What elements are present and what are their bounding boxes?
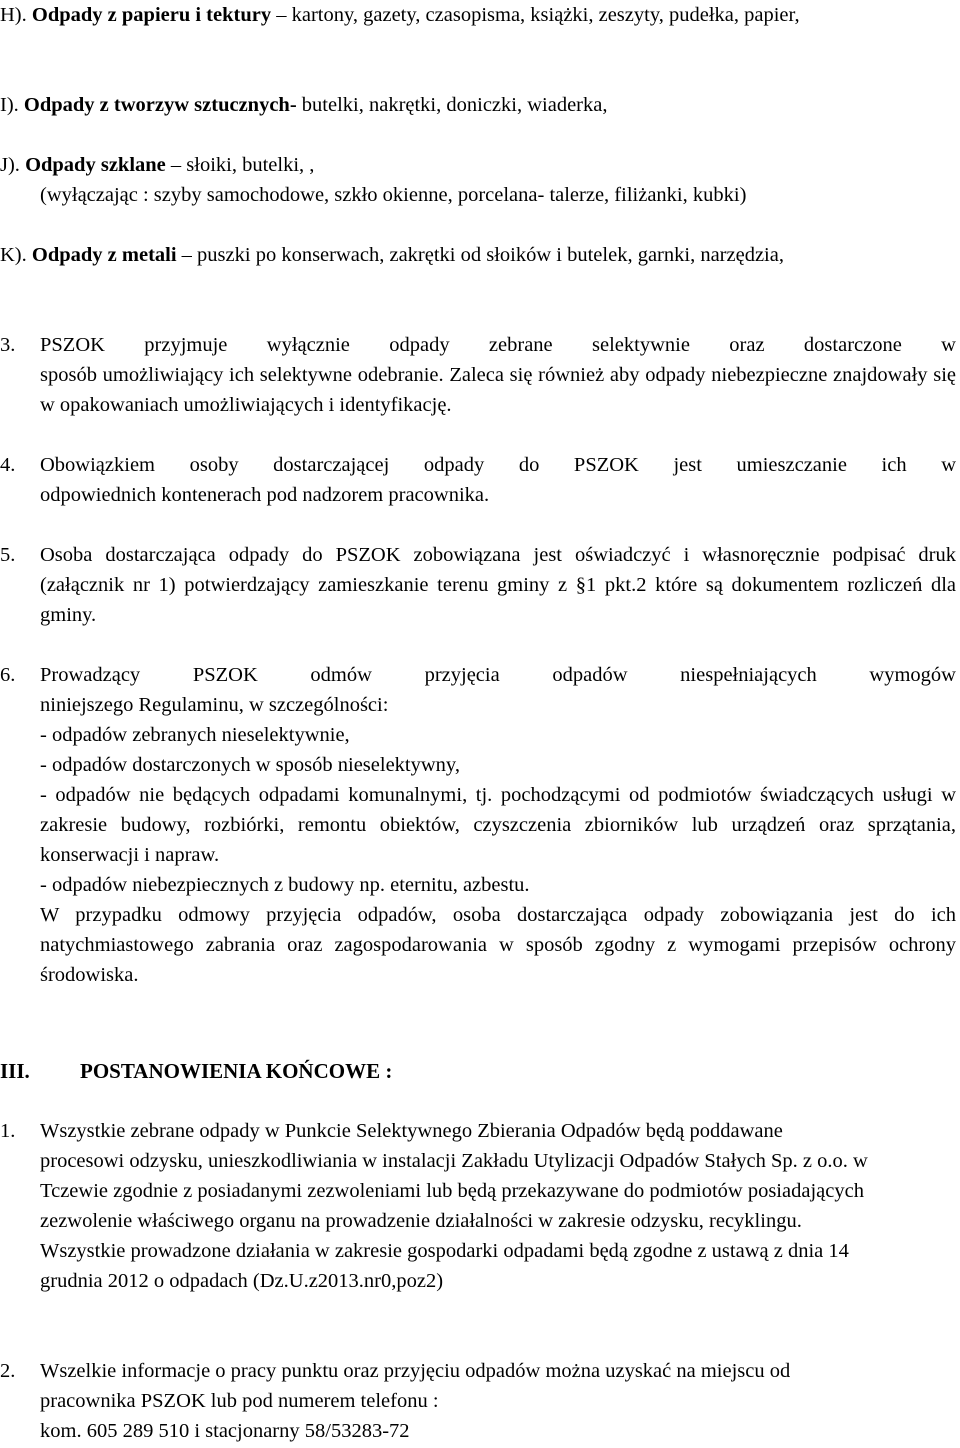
point-3-line1: PSZOK przyjmuje wyłącznie odpady zebrane selektywnie oraz dostarczone w <box>40 334 956 356</box>
section-title: POSTANOWIENIA KOŃCOWE : <box>80 1059 393 1083</box>
item-h-title: Odpady z papieru i tektury <box>31 4 272 26</box>
item-j-title: Odpady szklane <box>25 154 166 176</box>
point-4-rest: odpowiednich kontenerach pod nadzorem pracownika. <box>40 484 490 506</box>
point-6-bullet: - odpadów niebezpiecznych z budowy np. eternitu, azbestu. <box>40 874 530 896</box>
item-h <box>0 0 956 30</box>
point-6-bullet: - odpadów zebranych nieselektywnie, <box>40 724 350 746</box>
point-4: 4. Obowiązkiem osoby dostarczającej odpady do PSZOK jest umieszczanie ich w odpowiednich kontenerach pod nadzorem pracownika. <box>40 450 956 510</box>
point-3-rest: sposób umożliwiający ich selektywne odebranie. Zaleca się również aby odpady niebezpieczne znajdowały się w opakowaniach umożliwiających i identyfikację. <box>40 364 956 416</box>
point-6-bullet: - odpadów dostarczonych w sposób nieselektywny, <box>40 754 460 776</box>
item-k-title: Odpady z metali <box>31 244 177 266</box>
point-5: 5. Osoba dostarczająca odpady do PSZOK zobowiązana jest oświadczyć i własnoręcznie podpisać druk (załącznik nr 1) potwierdzający zamieszkanie terenu gminy z §1 pkt.2 które są dokumentem rozliczeń dla gminy. <box>40 540 956 630</box>
section-number: III. <box>0 1059 30 1083</box>
point-4-line1: Obowiązkiem osoby dostarczającej odpady do PSZOK jest umieszczanie ich w <box>40 454 956 476</box>
item-k <box>0 240 956 270</box>
final-point-2: 2. Wszelkie informacje o pracy punktu oraz przyjęciu odpadów można uzyskać na miejscu od pracownika PSZOK lub pod numerem telefonu : kom. 605 289 510 i stacjonarny 58/53283-72 <box>40 1356 890 1446</box>
point-6-line2: niniejszego Regulaminu, w szczególności: <box>40 694 389 716</box>
item-j-line2: (wyłączając : szyby samochodowe, szkło okienne, porcelana- talerze, filiżanki, kubki) <box>40 184 747 206</box>
item-h-text: H). Odpady z papieru i tektury – kartony, gazety, czasopisma, książki, zeszyty, pudełka, papier, <box>0 4 800 26</box>
point-5-text: Osoba dostarczająca odpady do PSZOK zobowiązana jest oświadczyć i własnoręcznie podpisać druk (załącznik nr 1) potwierdzający zamieszkanie terenu gminy z §1 pkt.2 które są dokumentem rozliczeń dla gminy. <box>40 544 956 626</box>
item-i-title: Odpady z tworzyw sztucznych- <box>23 94 297 116</box>
final-point-1-text: Wszystkie zebrane odpady w Punkcie Selektywnego Zbierania Odpadów będą poddawane procesowi odzysku, unieszkodliwiania w instalacji Zakładu Utylizacji Odpadów Stałych Sp. z o.o. w Tczewie zgodnie z posiadanymi zezwoleniami lub będą przekazywane do podmiotów posiadających zezwolenie właściwego organu na prowadzenie działalności w zakresie odzysku, recyklingu. Wszystkie prowadzone działania w zakresie gospodarki odpadami będą zgodne z ustawą z dnia 14 grudnia 2012 o odpadach (Dz.U.z2013.nr0,poz2) <box>40 1120 868 1292</box>
point-6-closing: W przypadku odmowy przyjęcia odpadów, osoba dostarczająca odpady zobowiązania jest do ich natychmiastowego zabrania oraz zagospodarowania w sposób zgodny z wymogami przepisów ochrony środowiska. <box>40 904 956 986</box>
item-i <box>0 90 956 120</box>
item-j <box>0 150 956 210</box>
item-j-text: J). Odpady szklane – słoiki, butelki, , <box>0 154 315 176</box>
phone-numbers: kom. 605 289 510 i stacjonarny 58/53283-72 <box>40 1420 410 1442</box>
item-k-text: K). Odpady z metali – puszki po konserwach, zakrętki od słoików i butelek, garnki, narzędzia, <box>0 244 784 266</box>
point-6-line1: Prowadzący PSZOK odmów przyjęcia odpadów niespełniających wymogów <box>40 664 956 686</box>
point-6-bullet: - odpadów nie będących odpadami komunalnymi, tj. pochodzącymi od podmiotów świadczących usługi w zakresie budowy, rozbiórki, remontu obiektów, czyszczenia zbiorników lub urządzeń oraz sprzątania, konserwacji i napraw. <box>40 784 956 866</box>
final-point-2-text: Wszelkie informacje o pracy punktu oraz przyjęciu odpadów można uzyskać na miejscu od pracownika PSZOK lub pod numerem telefonu : <box>40 1360 791 1412</box>
final-point-1: 1. Wszystkie zebrane odpady w Punkcie Selektywnego Zbierania Odpadów będą poddawane procesowi odzysku, unieszkodliwiania w instalacji Zakładu Utylizacji Odpadów Stałych Sp. z o.o. w Tczewie zgodnie z posiadanymi zezwoleniami lub będą przekazywane do podmiotów posiadających zezwolenie właściwego organu na prowadzenie działalności w zakresie odzysku, recyklingu. Wszystkie prowadzone działania w zakresie gospodarki odpadami będą zgodne z ustawą z dnia 14 grudnia 2012 o odpadach (Dz.U.z2013.nr0,poz2) <box>40 1116 870 1296</box>
point-6: 6. Prowadzący PSZOK odmów przyjęcia odpadów niespełniających wymogów niniejszego Regulaminu, w szczególności: - odpadów zebranych nieselektywnie, - odpadów dostarczonych w sposób nieselektywny, - odpadów nie będących odpadami komunalnymi, tj. pochodzącymi od podmiotów świadczących usługi w zakresie budowy, rozbiórki, remontu obiektów, czyszczenia zbiorników lub urządzeń oraz sprzątania, konserwacji i napraw. - odpadów niebezpiecznych z budowy np. eternitu, azbestu. W przypadku odmowy przyjęcia odpadów, osoba dostarczająca odpady zobowiązania jest do ich natychmiastowego zabrania oraz zagospodarowania w sposób zgodny z wymogami przepisów ochrony środowiska. <box>40 660 956 990</box>
point-3: 3. PSZOK przyjmuje wyłącznie odpady zebrane selektywnie oraz dostarczone w sposób umożliwiający ich selektywne odebranie. Zaleca się również aby odpady niebezpieczne znajdowały się w opakowaniach umożliwiających i identyfikację. <box>40 330 956 420</box>
item-i-text: I). Odpady z tworzyw sztucznych- butelki, nakrętki, doniczki, wiaderka, <box>0 94 608 116</box>
